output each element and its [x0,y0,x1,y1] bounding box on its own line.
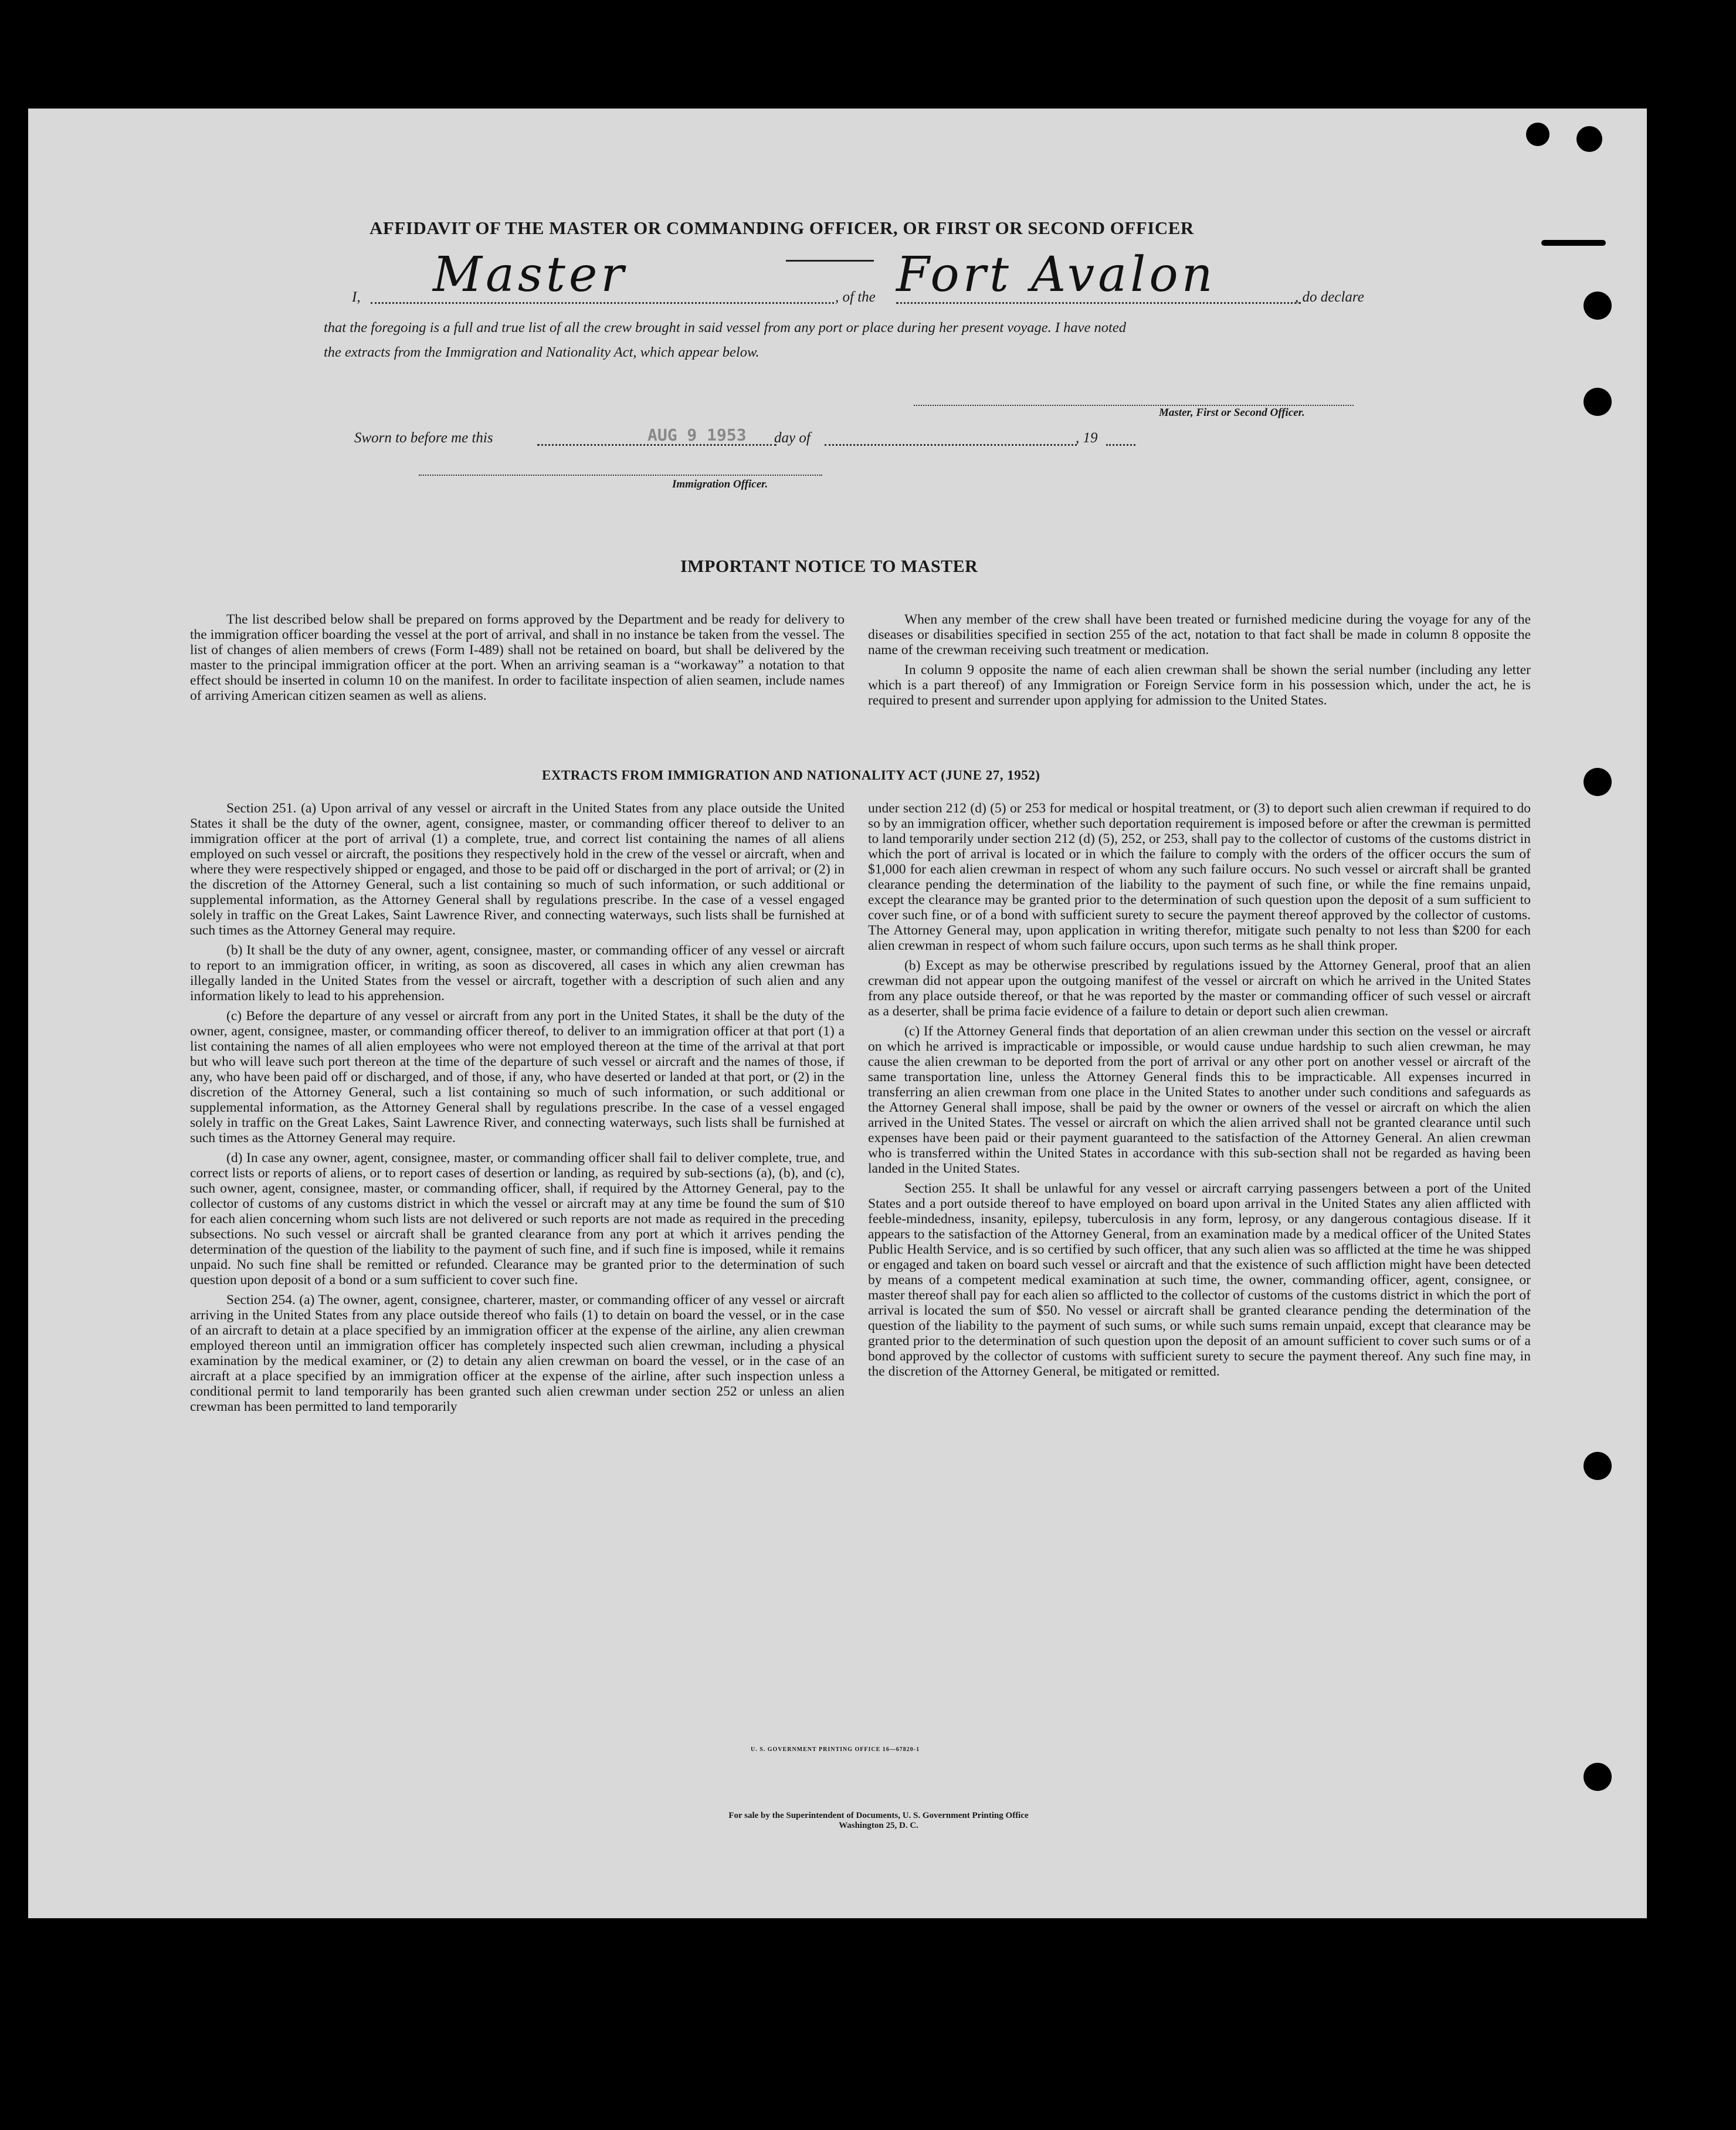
day-of-label: day of [774,430,811,446]
punch-hole [1584,1452,1612,1480]
master-signature-line [914,405,1354,406]
vessel-handwriting: Fort Avalon [896,247,1216,303]
of-the-label: , of the [835,289,876,305]
extract-paragraph: (d) In case any owner, agent, consignee, master, or commanding officer shall fail to deliver complete, true, and correct lists or reports of aliens, or to report cases of desertion or landing, as required by sub-sections (a), (b), and (c), such owner, agent, consignee, master, or commanding officer, shall, if required by the Attorney General, pay to the collector of customs of any customs district in which the vessel or aircraft may at any time be found the sum of $10 for each alien concerning whom such lists are not delivered or such reports are not made as required in the preceding subsections. No such vessel or aircraft shall be granted clearance from any port at which it arrives pending the determination of the question of the liability to the payment of such fine, and if such fine is imposed, while it remains unpaid. No such fine shall be remitted or refunded. Clearance may be granted prior to the determination of such question upon deposit of a bond or a sum sufficient to cover such fine. [190,1150,845,1288]
extract-paragraph: Section 251. (a) Upon arrival of any vessel or aircraft in the United States from any place outside the United States it shall be the duty of the owner, agent, consignee, master, or commanding officer thereof to deliver to an immigration officer at the port of arrival (1) a complete, true, and correct list containing the names of all aliens employed on such vessel or aircraft, the positions they respectively hold in the crew of the vessel or aircraft, when and where they were respectively shipped or engaged, and those to be paid off or discharged in the port of arrival; or (2) in the discretion of the Attorney General, such a list containing so much of such information, or such additional or supplemental information, as the Attorney General shall by regulations prescribe. In the case of a vessel engaged solely in traffic on the Great Lakes, Saint Lawrence River, and connecting waterways, such lists shall be furnished at such times as the Attorney General may require. [190,801,845,938]
officer-signature-line [419,475,822,476]
officer-signature-caption: Immigration Officer. [672,478,768,490]
declaration-line-2: that the foregoing is a full and true list of all the crew brought in said vessel from any port or place during her present voyage. I have noted [324,320,1126,336]
punch-hole [1584,292,1612,320]
extracts-right-column [868,801,1531,1384]
punch-slot [1541,240,1606,246]
notice-left-column [190,612,845,708]
affidavit-title: AFFIDAVIT OF THE MASTER OR COMMANDING OFFICER, OR FIRST OR SECOND OFFICER [369,218,1194,238]
document-page [28,109,1647,1918]
year-line [1106,444,1135,446]
year-label: , 19 [1076,430,1098,446]
name-handwriting: Master [433,247,628,303]
extract-paragraph: under section 212 (d) (5) or 253 for medical or hospital treatment, or (3) to deport such alien crewman if required to do so by an immigration officer, whether such deportation requirement is imposed before or after the crewman is permitted to land temporarily under section 212 (d) (5), 252, or 253, shall pay to the collector of customs of the customs district in which the port of arrival is located or in which the failure to comply with the orders of the officer occurs the sum of $1,000 for each alien crewman in respect of whom any such failure occurs. No such vessel or aircraft shall be granted clearance pending the determination of the liability to the payment of such fine, or while the fine remains unpaid, except the clearance may be granted prior to the determination of such question upon the deposit of a sum sufficient to cover such fine, or of a bond with sufficient surety to secure the payment thereof approved by the collector of customs. The Attorney General may, upon application in writing therefor, mitigate such penalty to not less than $200 for each alien crewman in respect of whom such failure occurs, upon such terms as he shall think proper. [868,801,1531,953]
master-signature-caption: Master, First or Second Officer. [1159,407,1305,419]
sale-notice [591,1811,1166,1831]
punch-hole [1584,388,1612,416]
sworn-label: Sworn to before me this [354,430,493,446]
punch-hole [1584,768,1612,796]
extract-paragraph: Section 254. (a) The owner, agent, consignee, charterer, master, or commanding officer of any vessel or aircraft arriving in the United States from any place outside thereof who fails (1) to detain on board the vessel, or in the case of an aircraft to detain at a place specified by an immigration officer at the expense of the airline, any alien crewman employed thereon until an immigration officer has completely inspected such alien crewman, including a physical examination by the medical examiner, or (2) to detain any alien crewman on board the vessel, or in the case of an aircraft at a place specified by an immigration officer at the expense of the airline, after such inspection unless a conditional permit to land temporarily has been granted such alien crewman under section 252 or unless an alien crewman has been permitted to land temporarily [190,1292,845,1414]
notice-right-paragraph-1: When any member of the crew shall have been treated or furnished medicine during the voyage for any of the diseases or disabilities specified in section 255 of the act, notation to that fact shall be made in column 8 opposite the name of the crewman receiving such treatment or medication. [868,612,1531,658]
sale-line-1: For sale by the Superintendent of Documents, U. S. Government Printing Office [728,1811,1029,1820]
extract-paragraph: (b) Except as may be otherwise prescribed by regulations issued by the Attorney General, proof that an alien crewman did not appear upon the outgoing manifest of the vessel or aircraft on which he arrived in the United States from any place outside thereof, or that he was reported by the master or commanding officer of such vessel or aircraft as a deserter, shall be prima facie evidence of a failure to detain or deport such alien crewman. [868,958,1531,1019]
extract-paragraph: (c) If the Attorney General finds that deportation of an alien crewman under this section on the vessel or aircraft on which he arrived is impracticable or impossible, or would cause undue hardship to such alien crewman, he may cause the alien crewman to be deported from the port of arrival or any other port on another vessel or aircraft of the same transportation line, unless the Attorney General finds this to be impracticable. All expenses incurred in transferring an alien crewman from one place in the United States to another under such conditions and safeguards as the Attorney General shall impose, shall be paid by the owner or owners of the vessel or aircraft on which the alien arrived in the United States. The vessel or aircraft on which the alien arrived shall not be granted clearance until such expenses have been paid or their payment guaranteed to the satisfaction of the Attorney General. An alien crewman who is transferred within the United States in accordance with this sub-section shall not be regarded as having been landed in the United States. [868,1024,1531,1176]
notice-right-column [868,612,1531,713]
extract-paragraph: Section 255. It shall be unlawful for any vessel or aircraft carrying passengers between a port of the United States and a port outside thereof to have employed on board upon arrival in the United States any alien afflicted with feeble-mindedness, insanity, epilepsy, tuberculosis in any form, leprosy, or any dangerous contagious disease. If it appears to the satisfaction of the Attorney General, from an examination made by a medical officer of the United States Public Health Service, and is so certified by such officer, that any such alien was so afflicted at the time he was shipped or engaged and taken on board such vessel or aircraft and that the existence of such affliction might have been detected by means of a competent medical examination at such time, the owner, commanding officer, agent, consignee, or master thereof shall pay for each alien so afflicted to the collector of customs of the customs district in which the port of arrival is located the sum of $50. No vessel or aircraft shall be granted clearance pending the determination of the question of the liability to the payment of such sums, or while such sums remain unpaid, except that clearance may be granted prior to the determination of such question upon the deposit of an amount sufficient to cover such sums or of a bond approved by the collector of customs with sufficient surety to secure the payment thereof. Any such fine may, in the discretion of the Attorney General, be mitigated or remitted. [868,1181,1531,1379]
punch-hole [1584,1763,1612,1791]
declaration-line-3: the extracts from the Immigration and Nationality Act, which appear below. [324,344,760,360]
notice-right-paragraph-2: In column 9 opposite the name of each alien crewman shall be shown the serial number (including any letter which is a part thereof) of any Immigration or Foreign Service form in his possession which, under the act, he is required to present and surrender upon applying for admission to the United States. [868,662,1531,708]
extracts-left-column [190,801,845,1419]
declare-label: , do declare [1295,289,1364,305]
extract-paragraph: (c) Before the departure of any vessel or aircraft from any port in the United States, it shall be the duty of the owner, agent, consignee, master, or commanding officer thereof, to deliver to an immigration officer at that port (1) a list containing the names of all alien employees who were not employed thereon at the time of the arrival at that port but who will leave such port thereon at the time of the departure of such vessel or aircraft and the names of those, if any, who have been paid off or discharged, and of those, if any, who have deserted or landed at that port, or (2) in the discretion of the Attorney General, such a list containing so much of such information, or such additional or supplemental information, as the Attorney General shall by regulations prescribe. In the case of a vessel engaged solely in traffic on the Great Lakes, Saint Lawrence River, and connecting waterways, such lists shall be furnished at such times as the Attorney General may require. [190,1008,845,1146]
notice-left-paragraph: The list described below shall be prepared on forms approved by the Department and be ready for delivery to the immigration officer boarding the vessel at the port of arrival, and shall in no instance be taken from the vessel. The list of changes of alien members of crews (Form I-489) shall not be retained on board, but shall be delivered by the master to the principal immigration officer at the port. When an arriving seaman is a “workaway” a notation to that effect should be inserted in column 10 on the manifest. In order to facilitate inspection of alien seamen, include names of arriving American citizen seamen as well as aliens. [190,612,845,703]
notice-title: IMPORTANT NOTICE TO MASTER [680,557,978,576]
date-stamp: AUG 9 1953 [647,425,747,445]
punch-hole [1526,123,1549,146]
punch-hole [1576,126,1602,152]
month-line [825,444,1077,446]
title-rule [786,260,874,262]
i-label: I, [352,289,361,305]
extract-paragraph: (b) It shall be the duty of any owner, agent, consignee, master, or commanding officer of any vessel or aircraft to report to an immigration officer, in writing, as soon as discovered, all cases in which any alien crewman has illegally landed in the United States from the vessel or aircraft, together with a description of such alien and any information likely to lead to his apprehension. [190,943,845,1004]
printing-office-line: U. S. GOVERNMENT PRINTING OFFICE 16—67820-1 [751,1746,920,1753]
sale-line-2: Washington 25, D. C. [839,1821,918,1830]
extracts-title: EXTRACTS FROM IMMIGRATION AND NATIONALITY ACT (JUNE 27, 1952) [542,768,1040,783]
